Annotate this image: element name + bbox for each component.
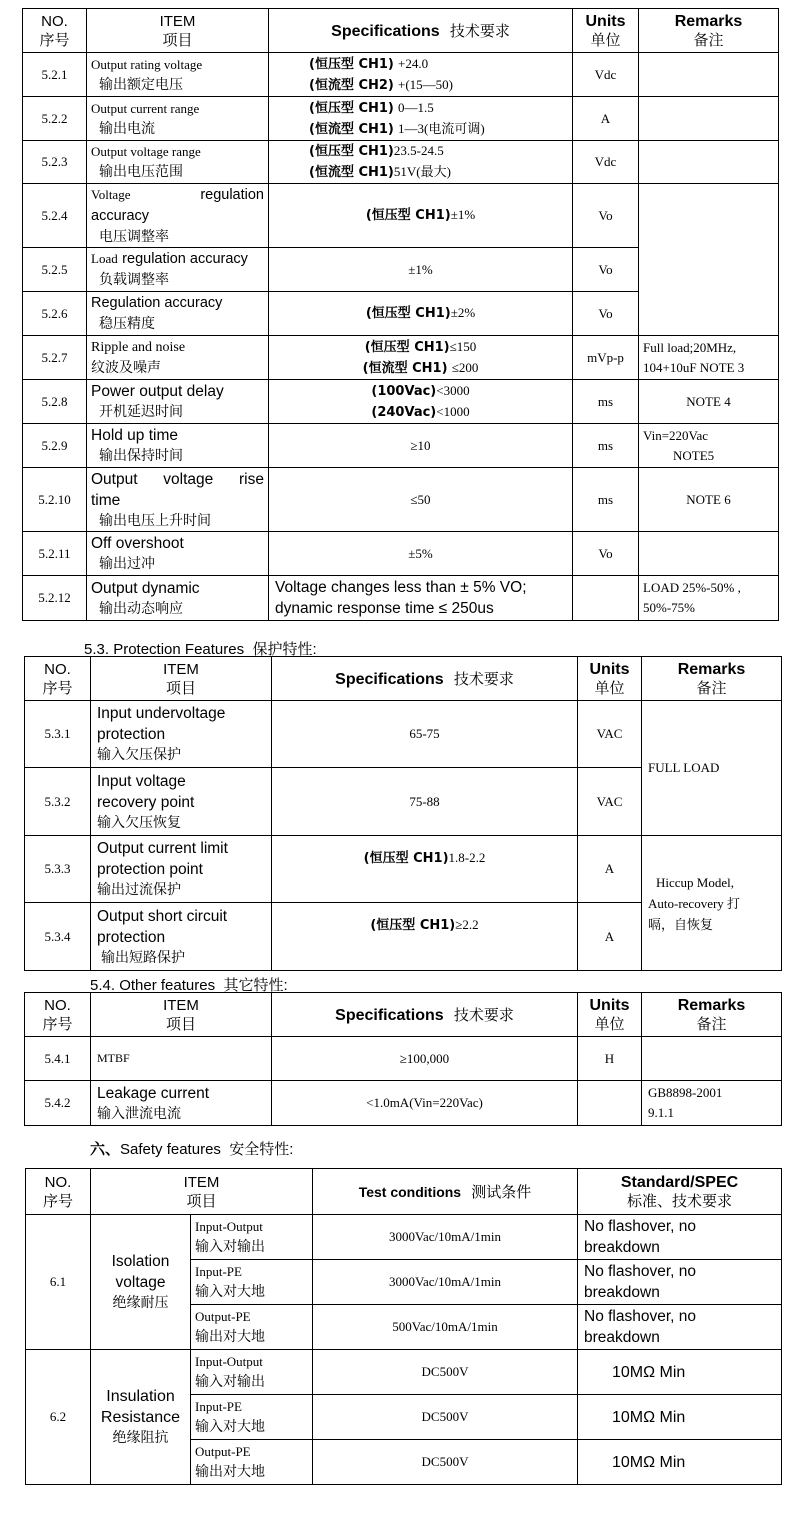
remark-cell <box>639 53 779 97</box>
item-header: ITEM 项目 <box>91 657 272 701</box>
remark-cell <box>639 141 779 184</box>
unit-cell: A <box>573 97 639 141</box>
protection-features-table <box>24 656 782 971</box>
spec-cell: ≥100,000 <box>272 1037 578 1081</box>
remark-cell <box>639 532 779 576</box>
table-row <box>25 836 782 903</box>
item-cell: Output voltage rise time 输出电压上升时间 <box>87 468 269 532</box>
table-row <box>23 380 779 424</box>
table-row <box>23 576 779 621</box>
condition-cell: 3000Vac/10mA/1min <box>313 1260 578 1305</box>
table-row <box>23 184 779 248</box>
row-number: 6.2 <box>26 1350 91 1485</box>
no-header: NO. 序号 <box>26 1169 91 1215</box>
spec-cell: (恒压型 CH1)±2% <box>269 292 573 336</box>
standard-cell: No flashover, no breakdown <box>578 1215 782 1260</box>
spec-header: Specifications 技术要求 <box>269 9 573 53</box>
spec-cell: 75-88 <box>272 768 578 836</box>
item-cell: Regulation accuracy 稳压精度 <box>87 292 269 336</box>
condition-cell: DC500V <box>313 1350 578 1395</box>
table-row <box>26 1215 782 1260</box>
remark-cell: NOTE 6 <box>639 468 779 532</box>
unit-cell: VAC <box>578 701 642 768</box>
item-header: ITEM 项目 <box>91 1169 313 1215</box>
unit-cell: Vdc <box>573 141 639 184</box>
sub-item-cell: Input-PE 输入对大地 <box>191 1260 313 1305</box>
standard-cell: 10MΩ Min <box>578 1440 782 1485</box>
spec-cell: <1.0mA(Vin=220Vac) <box>272 1081 578 1126</box>
row-number: 5.3.3 <box>25 836 91 903</box>
unit-cell: VAC <box>578 768 642 836</box>
units-header: Units 单位 <box>578 993 642 1037</box>
units-header: Units 单位 <box>573 9 639 53</box>
item-header: ITEM 项目 <box>91 993 272 1037</box>
item-cell: MTBF <box>91 1037 272 1081</box>
group-name-cell: Insulation Resistance 绝缘阻抗 <box>91 1350 191 1485</box>
table-row <box>23 424 779 468</box>
item-cell: Hold up time 输出保持时间 <box>87 424 269 468</box>
table-row <box>25 701 782 768</box>
item-cell: Output short circuit protection 输出短路保护 <box>91 903 272 971</box>
unit-cell: ms <box>573 380 639 424</box>
remark-cell: FULL LOAD <box>642 701 782 836</box>
unit-cell <box>578 1081 642 1126</box>
no-header: NO. 序号 <box>25 993 91 1037</box>
unit-cell: Vo <box>573 184 639 248</box>
table-header-row <box>26 1169 782 1215</box>
spec-cell: (恒压型 CH1) 0—1.5 (恒流型 CH1) 1—3(电流可调) <box>269 97 573 141</box>
table-row <box>23 53 779 97</box>
row-number: 5.2.4 <box>23 184 87 248</box>
unit-cell: Vdc <box>573 53 639 97</box>
remark-cell: Vin=220Vac NOTE5 <box>639 424 779 468</box>
remarks-header: Remarks 备注 <box>642 993 782 1037</box>
standard-cell: 10MΩ Min <box>578 1350 782 1395</box>
sub-item-cell: Input-PE 输入对大地 <box>191 1395 313 1440</box>
no-header: NO. 序号 <box>25 657 91 701</box>
remarks-header: Remarks 备注 <box>639 9 779 53</box>
item-cell: Power output delay 开机延迟时间 <box>87 380 269 424</box>
other-features-table <box>24 992 782 1126</box>
unit-cell <box>573 576 639 621</box>
section-title-other: 5.4. Other features 其它特性: <box>90 977 288 994</box>
sub-item-cell: Output-PE 输出对大地 <box>191 1440 313 1485</box>
unit-cell: A <box>578 903 642 971</box>
spec-cell: (恒压型 CH1)1.8-2.2 <box>272 836 578 903</box>
item-cell: Leakage current 输入泄流电流 <box>91 1081 272 1126</box>
remark-cell: Hiccup Model, Auto-recovery 打 嗝，自恢复 <box>642 836 782 971</box>
standard-cell: No flashover, no breakdown <box>578 1260 782 1305</box>
row-number: 6.1 <box>26 1215 91 1350</box>
remark-cell <box>639 97 779 141</box>
spec-cell: (恒压型 CH1)±1% <box>269 184 573 248</box>
safety-features-table <box>25 1168 782 1485</box>
table-row <box>23 141 779 184</box>
row-number: 5.2.5 <box>23 248 87 292</box>
standard-header: Standard/SPEC 标准、技术要求 <box>578 1169 782 1215</box>
remark-cell: GB8898-2001 9.1.1 <box>642 1081 782 1126</box>
remark-cell <box>642 1037 782 1081</box>
row-number: 5.3.2 <box>25 768 91 836</box>
condition-cell: DC500V <box>313 1440 578 1485</box>
item-cell: Output rating voltage 输出额定电压 <box>87 53 269 97</box>
spec-cell: ≥10 <box>269 424 573 468</box>
row-number: 5.3.1 <box>25 701 91 768</box>
unit-cell: Vo <box>573 532 639 576</box>
remark-cell: LOAD 25%-50% , 50%-75% <box>639 576 779 621</box>
row-number: 5.3.4 <box>25 903 91 971</box>
table-row <box>23 532 779 576</box>
spec-header: Specifications 技术要求 <box>272 993 578 1037</box>
unit-cell: A <box>578 836 642 903</box>
spec-cell: (恒压型 CH1)≤150 (恒流型 CH1) ≤200 <box>269 336 573 380</box>
row-number: 5.4.1 <box>25 1037 91 1081</box>
standard-cell: 10MΩ Min <box>578 1395 782 1440</box>
item-cell: Load regulation accuracy 负载调整率 <box>87 248 269 292</box>
group-name-cell: Isolation voltage 绝缘耐压 <box>91 1215 191 1350</box>
spec-cell: (恒压型 CH1)23.5-24.5 (恒流型 CH1)51V(最大) <box>269 141 573 184</box>
row-number: 5.4.2 <box>25 1081 91 1126</box>
condition-cell: 3000Vac/10mA/1min <box>313 1215 578 1260</box>
no-header: NO. 序号 <box>23 9 87 53</box>
table-row <box>23 336 779 380</box>
condition-cell: DC500V <box>313 1395 578 1440</box>
row-number: 5.2.11 <box>23 532 87 576</box>
table-row <box>23 468 779 532</box>
item-cell: Output current limit protection point 输出过流保护 <box>91 836 272 903</box>
remarks-header: Remarks 备注 <box>642 657 782 701</box>
item-cell: Input undervoltage protection 输入欠压保护 <box>91 701 272 768</box>
spec-cell: ≤50 <box>269 468 573 532</box>
row-number: 5.2.12 <box>23 576 87 621</box>
row-number: 5.2.9 <box>23 424 87 468</box>
unit-cell: ms <box>573 468 639 532</box>
row-number: 5.2.6 <box>23 292 87 336</box>
unit-cell: Vo <box>573 292 639 336</box>
units-header: Units 单位 <box>578 657 642 701</box>
sub-item-cell: Input-Output 输入对输出 <box>191 1215 313 1260</box>
row-number: 5.2.1 <box>23 53 87 97</box>
spec-cell: (恒压型 CH1) +24.0 (恒流型 CH2) +(15—50) <box>269 53 573 97</box>
output-characteristics-table <box>22 8 779 621</box>
unit-cell: Vo <box>573 248 639 292</box>
table-row <box>25 1037 782 1081</box>
sub-item-cell: Output-PE 输出对大地 <box>191 1305 313 1350</box>
unit-cell: mVp-p <box>573 336 639 380</box>
table-row <box>25 1081 782 1126</box>
spec-cell: Voltage changes less than ± 5% VO; dynamic response time ≤ 250us <box>269 576 573 621</box>
table-header-row <box>25 993 782 1037</box>
remark-cell <box>639 184 779 336</box>
item-cell: Output voltage range 输出电压范围 <box>87 141 269 184</box>
spec-cell: (100Vac)<3000 (240Vac)<1000 <box>269 380 573 424</box>
spec-cell: (恒压型 CH1)≥2.2 <box>272 903 578 971</box>
row-number: 5.2.7 <box>23 336 87 380</box>
table-row <box>26 1350 782 1395</box>
item-cell: Output dynamic 输出动态响应 <box>87 576 269 621</box>
row-number: 5.2.8 <box>23 380 87 424</box>
table-header-row <box>23 9 779 53</box>
item-cell: Voltage regulation accuracy 电压调整率 <box>87 184 269 248</box>
test-conditions-header: Test conditions 测试条件 <box>313 1169 578 1215</box>
row-number: 5.2.3 <box>23 141 87 184</box>
item-header: ITEM 项目 <box>87 9 269 53</box>
table-header-row <box>25 657 782 701</box>
item-cell: Ripple and noise 纹波及噪声 <box>87 336 269 380</box>
spec-cell: ±5% <box>269 532 573 576</box>
row-number: 5.2.10 <box>23 468 87 532</box>
remark-cell: NOTE 4 <box>639 380 779 424</box>
item-cell: Output current range 输出电流 <box>87 97 269 141</box>
section-title-safety: 六、Safety features 安全特性: <box>90 1141 294 1158</box>
remark-cell: Full load;20MHz, 104+10uF NOTE 3 <box>639 336 779 380</box>
section-title-protection: 5.3. Protection Features 保护特性: <box>84 641 317 658</box>
item-cell: Off overshoot 输出过冲 <box>87 532 269 576</box>
row-number: 5.2.2 <box>23 97 87 141</box>
sub-item-cell: Input-Output 输入对输出 <box>191 1350 313 1395</box>
spec-cell: ±1% <box>269 248 573 292</box>
standard-cell: No flashover, no breakdown <box>578 1305 782 1350</box>
table-row <box>23 97 779 141</box>
item-cell: Input voltage recovery point 输入欠压恢复 <box>91 768 272 836</box>
condition-cell: 500Vac/10mA/1min <box>313 1305 578 1350</box>
spec-cell: 65-75 <box>272 701 578 768</box>
unit-cell: H <box>578 1037 642 1081</box>
unit-cell: ms <box>573 424 639 468</box>
spec-header: Specifications 技术要求 <box>272 657 578 701</box>
